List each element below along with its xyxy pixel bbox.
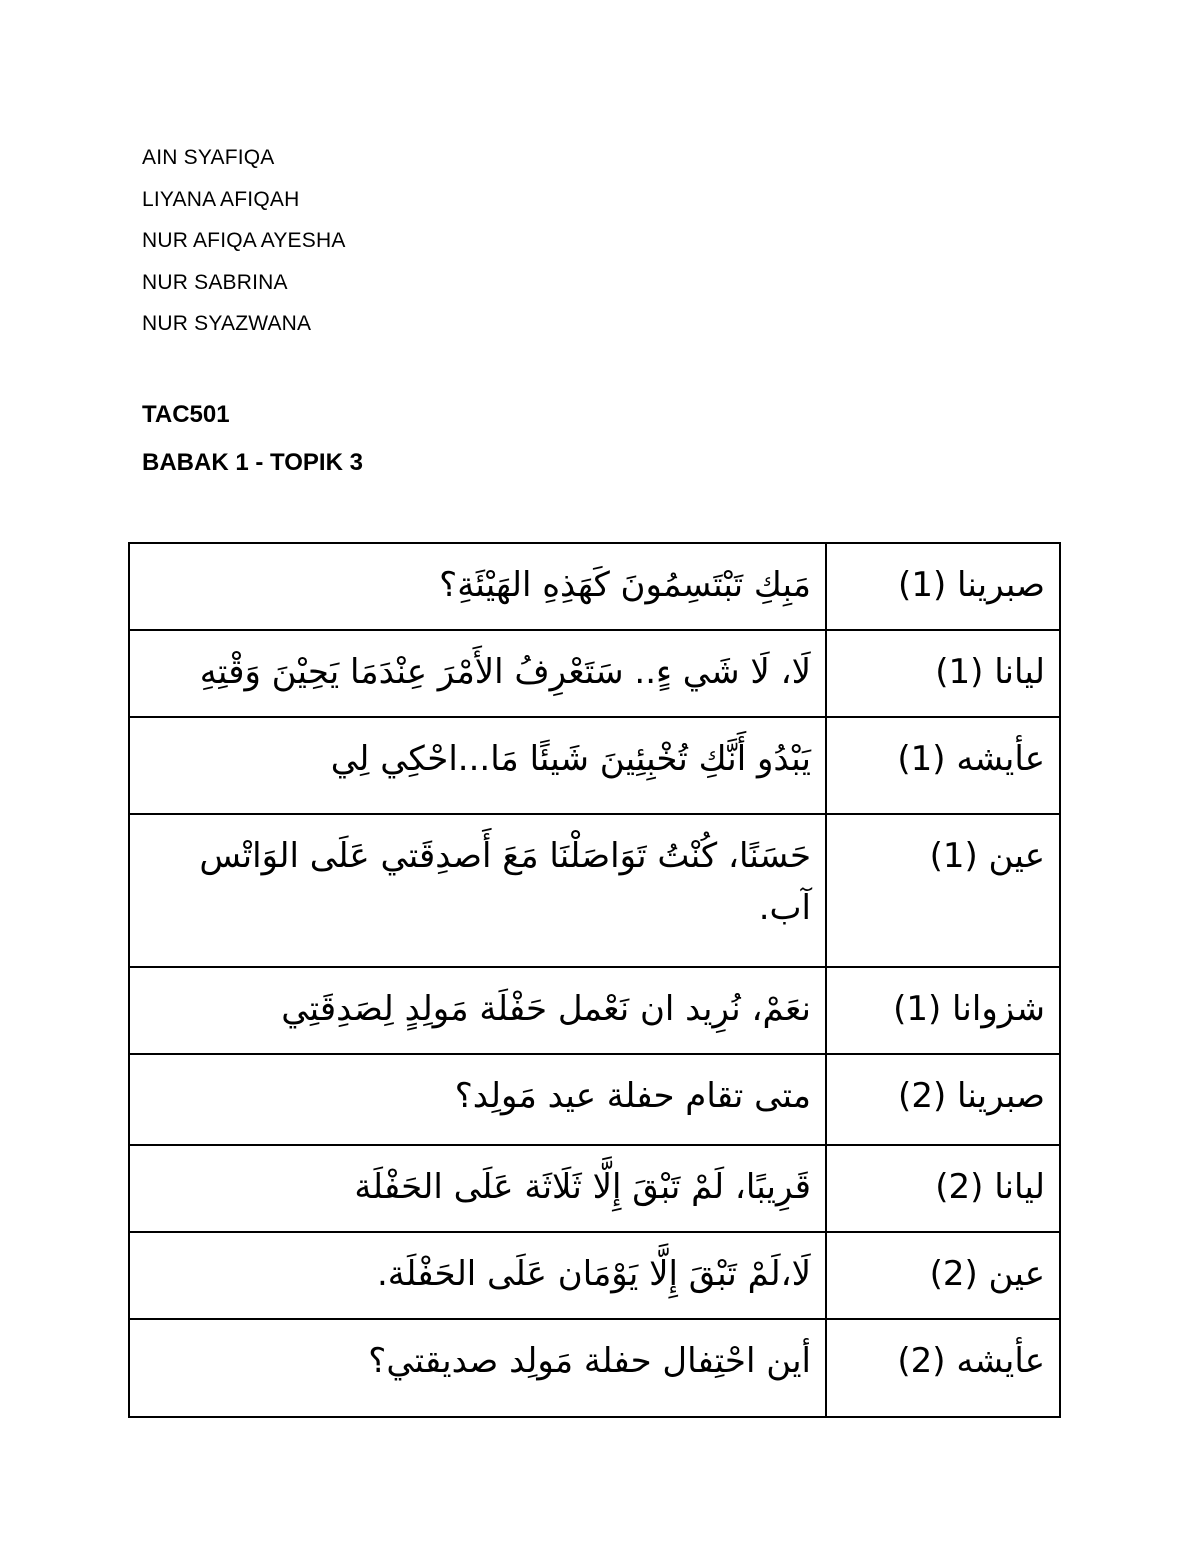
speaker-cell: عأيشه (2) bbox=[826, 1319, 1060, 1417]
dialogue-row bbox=[129, 717, 1060, 814]
dialogue-table bbox=[128, 542, 1061, 1418]
speaker-cell: صبرينا (2) bbox=[826, 1054, 1060, 1145]
speaker-cell: صبرينا (1) bbox=[826, 543, 1060, 630]
dialogue-row bbox=[129, 1054, 1060, 1145]
dialogue-row bbox=[129, 1232, 1060, 1319]
speaker-cell: عين (2) bbox=[826, 1232, 1060, 1319]
member-name: LIYANA AFIQAH bbox=[142, 187, 300, 211]
dialogue-line-cell: يَبْدُو أَنَّكِ تُخْبِئِينَ شَيئًا مَا...احْكِي لِي bbox=[129, 717, 826, 814]
speaker-cell: ليانا (2) bbox=[826, 1145, 1060, 1232]
dialogue-line-cell: قَرِيبًا، لَمْ تَبْقَ إِلَّا ثَلَاثَة عَلَى الحَفْلَة bbox=[129, 1145, 826, 1232]
dialogue-row bbox=[129, 1319, 1060, 1417]
dialogue-row bbox=[129, 967, 1060, 1054]
speaker-cell: شزوانا (1) bbox=[826, 967, 1060, 1054]
course-code: TAC501 bbox=[142, 401, 230, 428]
group-members-list bbox=[142, 143, 346, 351]
dialogue-row bbox=[129, 1145, 1060, 1232]
member-name: NUR SABRINA bbox=[142, 270, 288, 294]
dialogue-line-cell: لَا، لَا شَي ءٍ.. سَتَعْرِفُ الأَمْرَ عِنْدَمَا يَحِيْنَ وَقْتِهِ bbox=[129, 630, 826, 717]
dialogue-line-cell: لَا،لَمْ تَبْقَ إِلَّا يَوْمَان عَلَى الحَفْلَة. bbox=[129, 1232, 826, 1319]
dialogue-line-cell: نعَمْ، نُرِيد ان نَعْمل حَفْلَة مَولِدٍ لِصَدِقَتِي bbox=[129, 967, 826, 1054]
dialogue-row bbox=[129, 814, 1060, 967]
dialogue-row bbox=[129, 630, 1060, 717]
dialogue-row bbox=[129, 543, 1060, 630]
speaker-cell: عأيشه (1) bbox=[826, 717, 1060, 814]
dialogue-line-cell: حَسَنًا، كُنْتُ تَوَاصَلْنَا مَعَ أَصدِقَتي عَلَى الوَاتْس آب. bbox=[129, 814, 826, 967]
member-name: NUR AFIQA AYESHA bbox=[142, 229, 346, 252]
dialogue-line-cell: أين احْتِفال حفلة مَولِد صديقتي؟ bbox=[129, 1319, 826, 1417]
section-title: BABAK 1 - TOPIK 3 bbox=[142, 449, 363, 476]
speaker-cell: عين (1) bbox=[826, 814, 1060, 967]
dialogue-line-cell: متى تقام حفلة عيد مَولِد؟ bbox=[129, 1054, 826, 1145]
member-name: NUR SYAZWANA bbox=[142, 312, 312, 335]
speaker-cell: ليانا (1) bbox=[826, 630, 1060, 717]
dialogue-line-cell: مَبِكِ تَبْتَسِمُونَ كَهَذِهِ الهَيْئَةِ؟ bbox=[129, 543, 826, 630]
member-name: AIN SYAFIQA bbox=[142, 146, 275, 169]
